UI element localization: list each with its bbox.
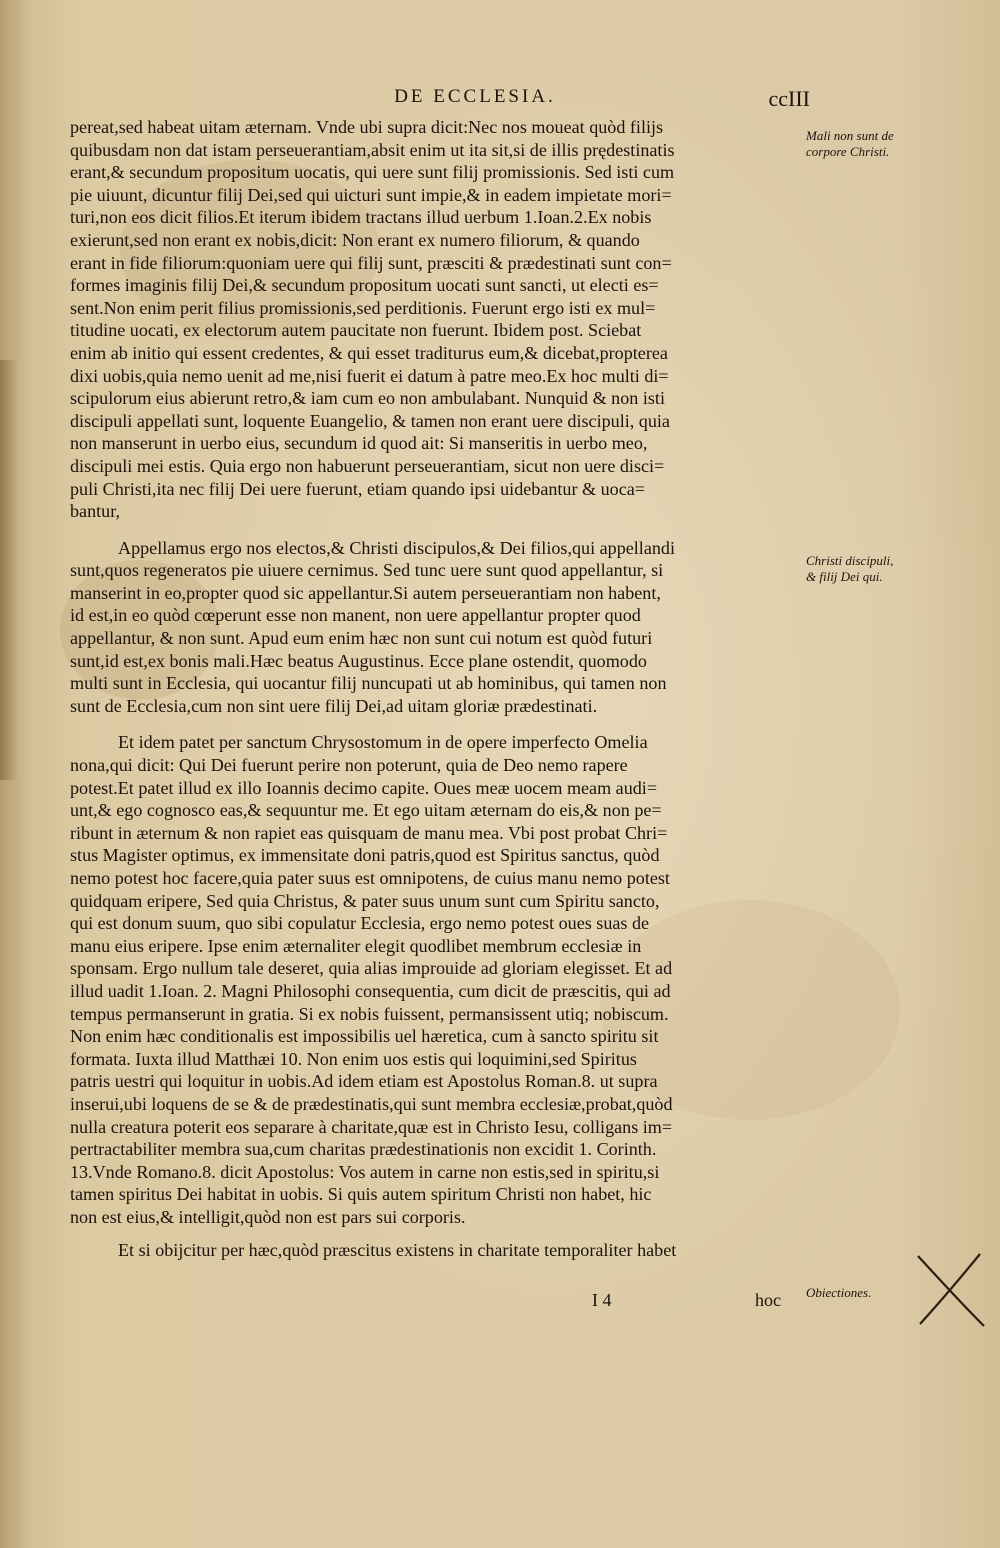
paragraph	[70, 537, 798, 718]
text-line: unt,& ego cognosco eas,& sequuntur me. Et ego uitam æternam do eis,& non pe=	[70, 800, 662, 821]
text-line: puli Christi,ita nec filij Dei uere fuerunt, etiam quando ipsi uidebantur & uoca=	[70, 478, 645, 499]
margin-note-line: Mali non sunt de	[806, 128, 894, 143]
text-line: potest.Et patet illud ex illo Ioannis decimo capite. Oues meæ uocem meam audi=	[70, 777, 658, 798]
margin-note-line: corpore Christi.	[806, 144, 890, 159]
text-line: exierunt,sed non erant ex nobis,dicit: Non erant ex numero filiorum, & quando	[70, 229, 640, 250]
text-line: quidquam eripere, Sed quia Christus, & pater suus unum sunt cum Spiritu sancto,	[70, 890, 660, 911]
text-line: illud uadit 1.Ioan. 2. Magni Philosophi consequentia, cum dicit de præscitis, qui ad	[70, 980, 671, 1001]
text-line: non manserunt in uerbo eius, secundum id quod ait: Si manseritis in uerbo meo,	[70, 433, 648, 454]
text-line: erant,& secundum propositum uocatis, qui uere sunt filij promissionis. Sed isti cum	[70, 162, 675, 183]
margin-note	[806, 553, 893, 585]
text-line: Et si obijcitur per hæc,quòd præscitus existens in charitate temporaliter habet	[118, 1239, 677, 1260]
catchword: hoc	[755, 1290, 781, 1310]
text-line: inserui,ubi loquens de se & de prædestinatis,qui sunt membra ecclesiæ,probat,quòd	[70, 1093, 673, 1114]
text-line: quibusdam non dat istam perseuerantiam,absit enim ut ita sit,si de illis prędestinatis	[70, 139, 675, 160]
text-line: formes imaginis filij Dei,& secundum propositum uocati sunt sancti, ut electi es=	[70, 275, 659, 296]
text-line: non est eius,& intelligit,quòd non est pars sui corporis.	[70, 1206, 466, 1227]
text-line: ribunt in æternum & non rapiet eas quisquam de manu mea. Vbi post probat Chri=	[70, 822, 668, 843]
text-line: erant in fide filiorum:quoniam uere qui filij sunt, præsciti & prædestinati sunt con=	[70, 252, 672, 273]
text-line: qui est donum suum, quo sibi copulatur Ecclesia, ergo nemo potest oues suas de	[70, 913, 650, 934]
text-line: nona,qui dicit: Qui Dei fuerunt perire non poterunt, quia de Deo nemo rapere	[70, 755, 628, 776]
paragraph	[70, 116, 798, 523]
text-line: multi sunt in Ecclesia, qui uocantur filij nuncupati ut ab hominibus, qui tamen non	[70, 673, 667, 694]
paragraph	[70, 1239, 798, 1262]
text-line: Et idem patet per sanctum Chrysostomum in de opere imperfecto Omelia	[118, 732, 648, 753]
margin-note	[806, 128, 894, 160]
text-line: scipulorum eius abierunt retro,& iam cum eo non ambulabant. Nunquid & non isti	[70, 388, 665, 409]
signature-mark: I 4	[592, 1290, 612, 1310]
text-line: discipuli appellati sunt, loquente Euangelio, & tamen non erant uere discipuli, quia	[70, 410, 670, 431]
text-line: id est,in eo quòd cœperunt esse non manent, non uere appellantur propter quod	[70, 605, 641, 626]
text-line: tempus permanserunt in gratia. Si ex nobis fuissent, permansissent utiq; nobiscum.	[70, 1003, 669, 1024]
text-line: manu eius eripere. Ipse enim æternaliter elegit quodlibet membrum ecclesiæ in	[70, 935, 642, 956]
text-line: Non enim hæc conditionalis est impossibilis uel hæretica, cum à sancto spiritu sit	[70, 1026, 659, 1047]
page-footer	[0, 1290, 1000, 1314]
text-line: pertractabiliter membra sua,cum charitas prædestinationis non excidit 1. Corinth.	[70, 1139, 657, 1160]
main-text	[70, 116, 798, 1316]
text-line: sponsam. Ergo nullum tale deseret, quia alias improuide ad gloriam elegisset. Et ad	[70, 958, 673, 979]
text-line: sunt de Ecclesia,cum non sint uere filij Dei,ad uitam gloriæ prædestinati.	[70, 695, 598, 716]
paragraph	[70, 731, 798, 1228]
folio-number: ccIII	[768, 86, 810, 111]
text-line: patris uestri qui loquitur in uobis.Ad idem etiam est Apostolus Roman.8. ut supra	[70, 1071, 658, 1092]
margin-note-line: Obiectiones.	[806, 1285, 872, 1300]
text-line: pie uiuunt, dicuntur filij Dei,sed qui uicturi sunt impie,& in eadem impietate mori=	[70, 184, 672, 205]
text-line: sunt,id est,ex bonis mali.Hæc beatus Augustinus. Ecce plane ostendit, quomodo	[70, 650, 647, 671]
running-head: DE ECCLESIA.	[394, 86, 556, 107]
text-line: nulla creatura poterit eos separare à charitate,quæ est in Christo Iesu, colligans im=	[70, 1116, 673, 1137]
text-line: formata. Iuxta illud Matthæi 10. Non enim uos estis qui loquimini,sed Spiritus	[70, 1048, 637, 1069]
page-edge-shadow	[0, 360, 18, 780]
text-line: 13.Vnde Romano.8. dicit Apostolus: Vos autem in carne non estis,sed in spiritu,si	[70, 1161, 660, 1182]
text-line: tamen spiritus Dei habitat in uobis. Si quis autem spiritum Christi non habet, hic	[70, 1184, 652, 1205]
text-line: sunt,quos regeneratos pie uiuere cernimus. Sed tunc uere sunt quod appellantur, si	[70, 560, 664, 581]
text-line: Appellamus ergo nos electos,& Christi discipulos,& Dei filios,qui appellandi	[118, 537, 675, 558]
margin-note-line: & filij Dei qui.	[806, 569, 883, 584]
text-line: appellantur, & non sunt. Apud eum enim hæc non sunt cui notum est quòd futuri	[70, 628, 653, 649]
text-line: stus Magister optimus, ex immensitate doni patris,quod est Spiritus sanctus, quòd	[70, 845, 660, 866]
text-line: discipuli mei estis. Quia ergo non habuerunt perseuerantiam, sicut non uere disci=	[70, 455, 665, 476]
text-line: manserint in eo,propter quod sic appellantur.Si autem perseuerantiam non habent,	[70, 582, 661, 603]
text-line: dixi uobis,quia nemo uenit ad me,nisi fuerit ei datum à patre meo.Ex hoc multi di=	[70, 365, 669, 386]
text-line: sent.Non enim perit filius promissionis,sed perditionis. Fuerunt ergo isti ex mul=	[70, 297, 656, 318]
text-line: titudine uocati, ex electorum autem paucitate non fuerunt. Ibidem post. Sciebat	[70, 320, 642, 341]
text-line: nemo potest hoc facere,quia pater suus est omnipotens, de cuius manu nemo potest	[70, 868, 670, 888]
text-line: bantur,	[70, 501, 121, 522]
page-header	[0, 86, 1000, 116]
margin-note-line: Christi discipuli,	[806, 553, 894, 568]
text-line: enim ab initio qui essent credentes, & qui esset traditurus eum,& dicebat,propterea	[70, 342, 668, 363]
text-line: turi,non eos dicit filios.Et iterum ibidem tractans illud uerbum 1.Ioan.2.Ex nobis	[70, 207, 652, 228]
text-line: pereat,sed habeat uitam æternam. Vnde ubi supra dicit:Nec nos moueat quòd filijs	[70, 117, 664, 137]
